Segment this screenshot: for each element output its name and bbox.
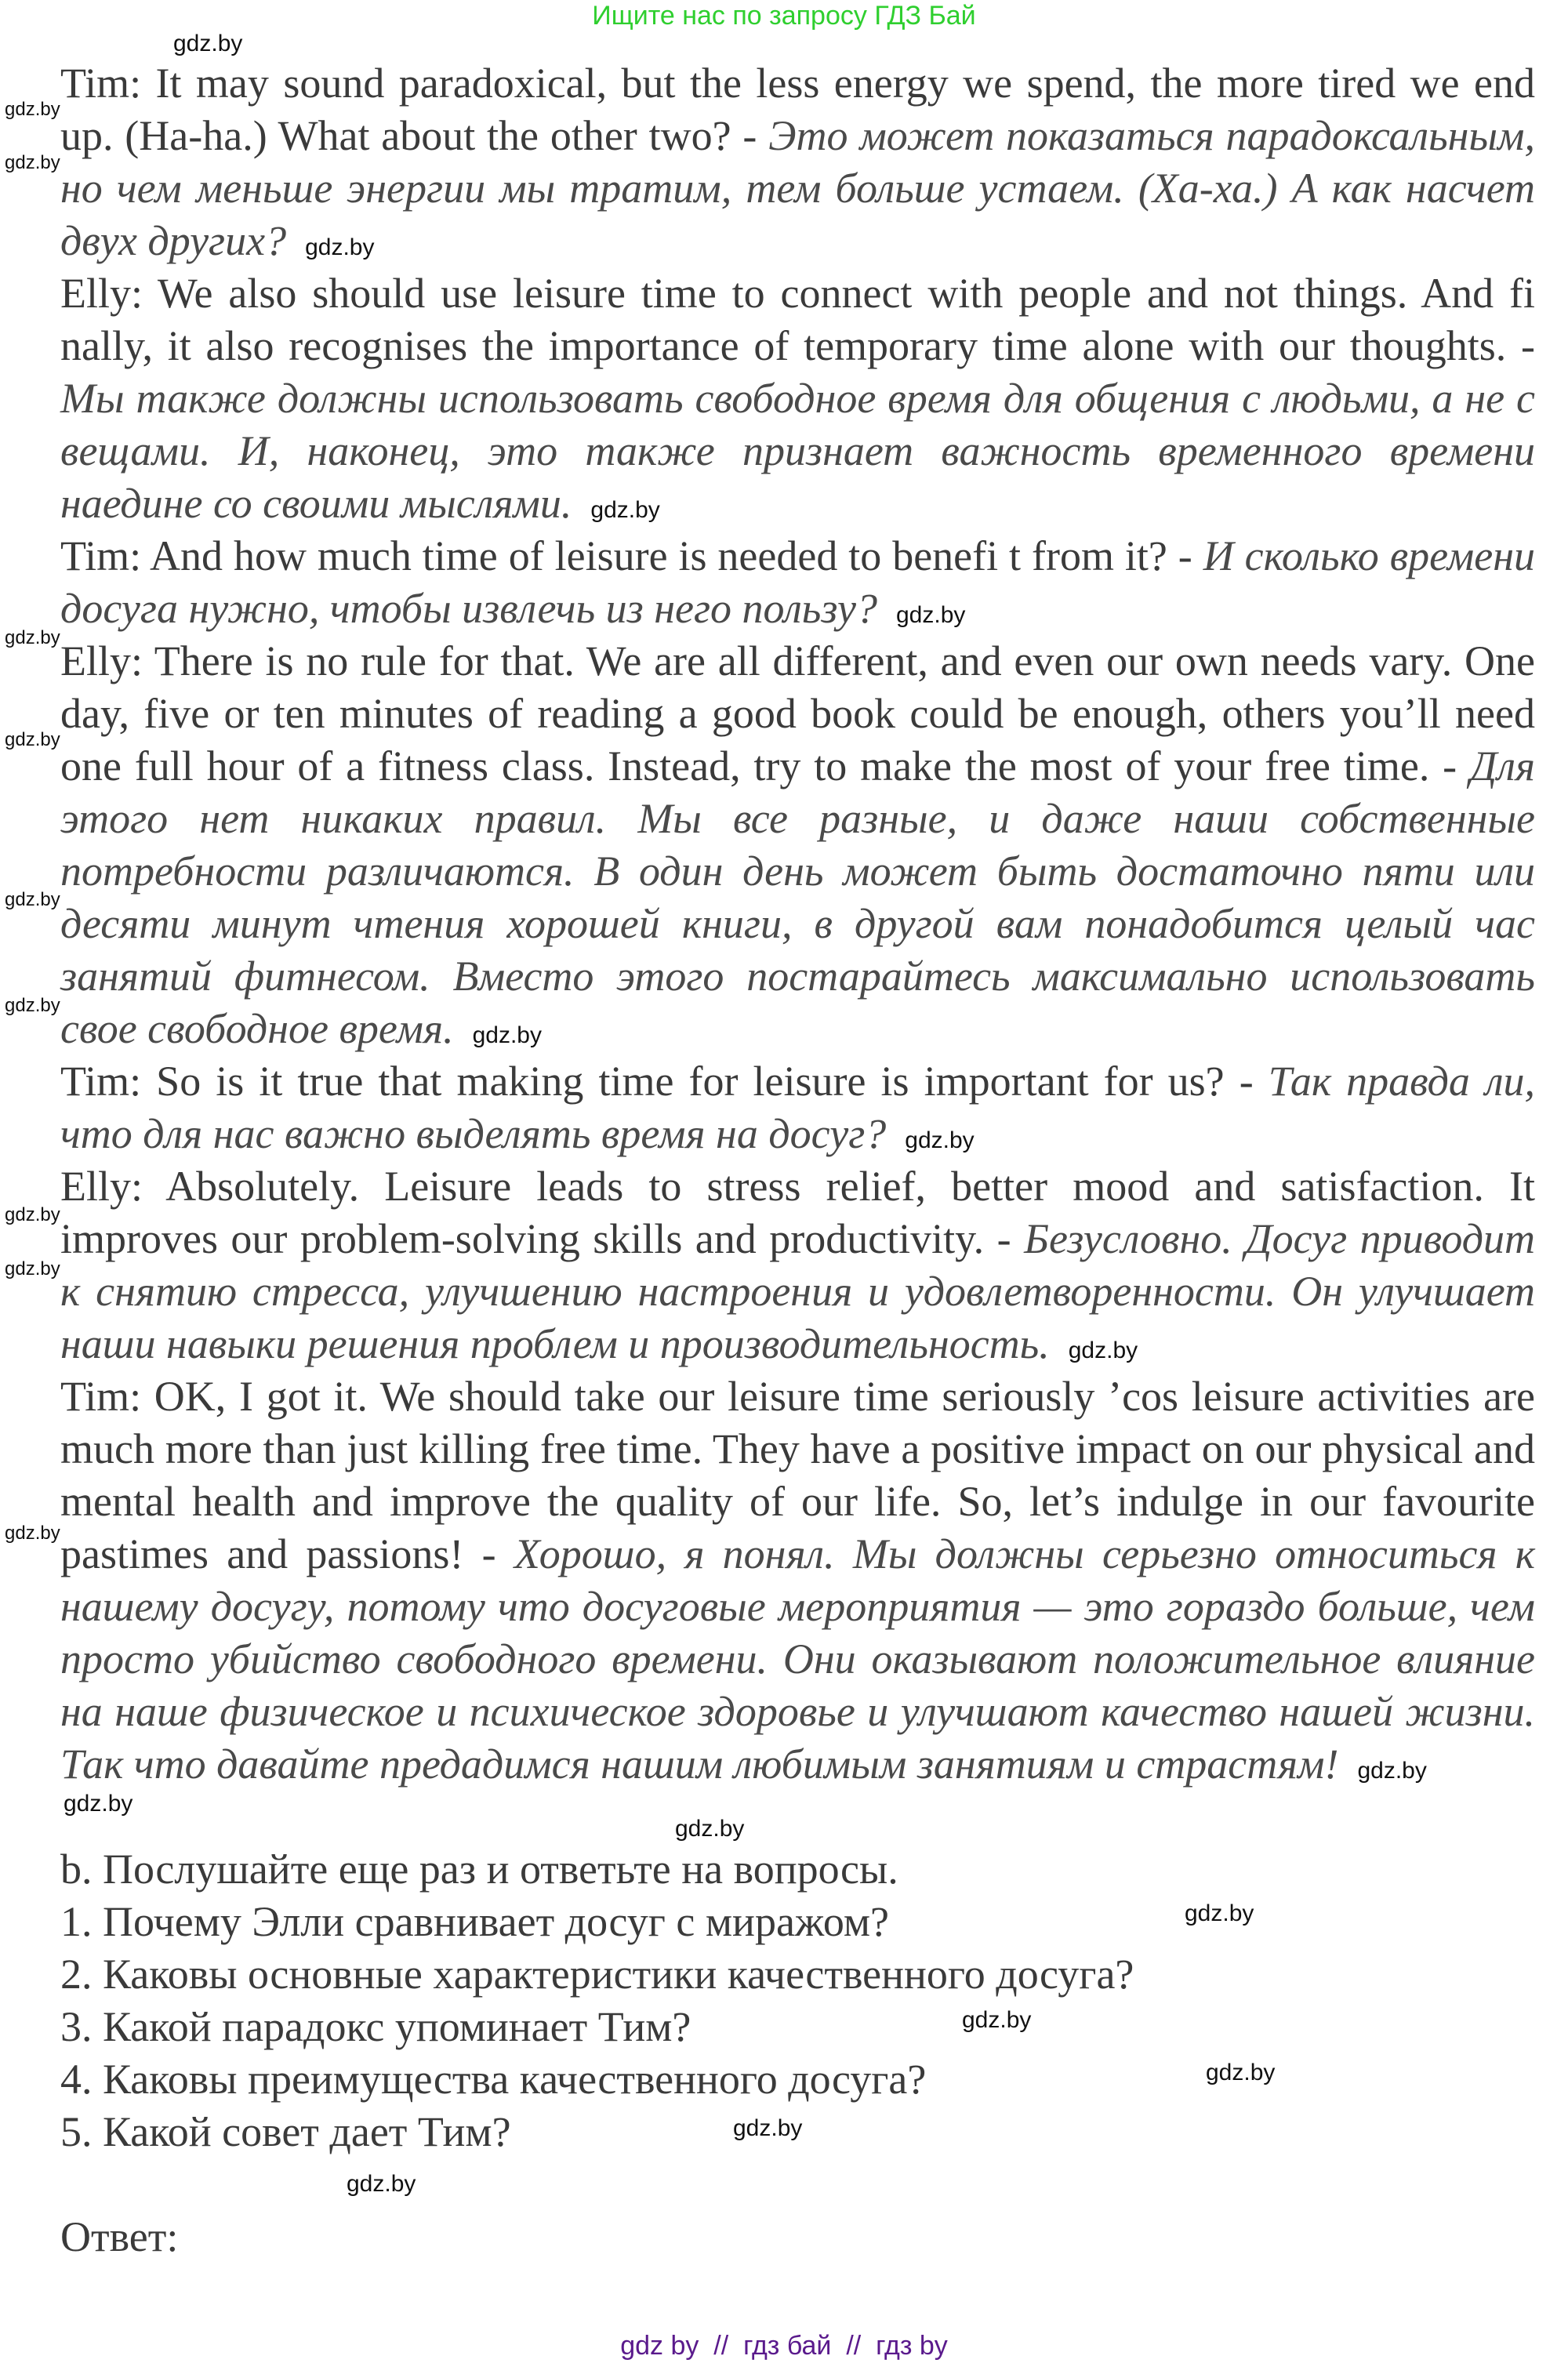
english-text: Tim: It may sound paradoxical, but the less energy we spend, the more tired we end up. (Ha-ha.) What about the other two? -: [60, 60, 1535, 159]
document-body: [60, 57, 1535, 2263]
watermark: gdz.by: [5, 995, 60, 1016]
dialogue: [60, 57, 1535, 1791]
watermark: gdz.by: [5, 627, 60, 648]
footer-links: gdz by // гдз бай // гдз by: [620, 2331, 948, 2361]
watermark: gdz.by: [675, 1816, 745, 1842]
question-text: 4. Каковы преимущества качественного досуга?: [60, 2056, 927, 2103]
russian-translation: Мы также должны использовать свободное время для общения с людьми, а не с вещами. И, наконец, это также признает важность временного времени наедине со своими мыслями.: [60, 375, 1535, 527]
watermark: gdz.by: [5, 1523, 60, 1544]
watermark: gdz.by: [733, 2115, 803, 2141]
russian-translation: Для этого нет никаких правил. Мы все разные, и даже наши собственные потребности различаются. В один день может быть достаточно пяти или десяти минут чтения хорошей книги, в другой вам понадобится целый час занятий фитнесом. Вместо этого постарайтесь максимально использовать свое свободное время.: [60, 742, 1536, 1052]
english-text: Elly: We also should use leisure time to connect with people and not things. And fi nally, it also recognises the importance of temporary time alone with our thoughts. -: [60, 270, 1535, 369]
dialogue-line: [60, 1160, 1535, 1370]
watermark: gdz.by: [5, 1204, 60, 1225]
dialogue-line: [60, 635, 1535, 1055]
russian-translation: Хорошо, я понял. Мы должны серьезно относиться к нашему досугу, потому что досуговые мероприятия — это гораздо больше, чем просто убийство свободного времени. Они оказывают положительное влияние на наше физическое и психическое здоровье и улучшают качество нашей жизни. Так что давайте предадимся нашим любимым занятиям и страстям!: [60, 1530, 1536, 1788]
question: [60, 1948, 1535, 2001]
russian-translation: Это может показаться парадоксальным, но чем меньше энергии мы тратим, тем больше устаем. (Ха-ха.) А как насчет двух других?: [60, 112, 1535, 264]
watermark: gdz.by: [173, 31, 243, 56]
english-text: Tim: And how much time of leisure is needed to benefi t from it? -: [60, 532, 1192, 579]
dialogue-line: [60, 530, 1535, 635]
dialogue-line: [60, 1370, 1535, 1791]
question: [60, 2053, 1535, 2106]
dialogue-line: [60, 267, 1535, 530]
question-text: 1. Почему Элли сравнивает досуг с миражом?: [60, 1898, 889, 1945]
watermark: gdz.by: [5, 99, 60, 120]
question-text: 5. Какой совет дает Тим?: [60, 2108, 511, 2155]
watermark: gdz.by: [347, 2171, 416, 2197]
question: [60, 2001, 1535, 2053]
watermark: gdz.by: [5, 889, 60, 910]
task-title: [60, 1843, 1535, 1896]
watermark: gdz.by: [590, 497, 660, 523]
watermark: gdz.by: [5, 1258, 60, 1280]
task-title-text: b. Послушайте еще раз и ответьте на вопросы.: [60, 1846, 898, 1893]
question-text: 3. Какой парадокс упоминает Тим?: [60, 2003, 691, 2050]
watermark: gdz.by: [64, 1791, 133, 1817]
watermark: gdz.by: [5, 152, 60, 173]
english-text: Elly: There is no rule for that. We are all different, and even our own needs vary. One day, five or ten minutes of reading a good book could be enough, others you’ll need one full hour of a fitness class. Instead, try to make the most of your free time. -: [60, 637, 1535, 789]
question: [60, 1896, 1535, 1948]
russian-translation: Так правда ли, что для нас важно выделять время на досуг?: [60, 1058, 1536, 1157]
answer-label: Ответ:: [60, 2213, 179, 2260]
watermark: gdz.by: [1357, 1758, 1427, 1784]
watermark: gdz.by: [305, 234, 375, 260]
watermark: gdz.by: [472, 1022, 542, 1048]
english-text: Tim: So is it true that making time for leisure is important for us? -: [60, 1058, 1254, 1105]
spacer: [60, 2158, 1535, 2211]
spacer: [60, 1791, 1535, 1843]
watermark: gdz.by: [905, 1127, 975, 1153]
watermark: gdz.by: [1185, 1900, 1254, 1926]
watermark: gdz.by: [962, 2007, 1032, 2033]
task-b: [60, 1843, 1535, 2158]
dialogue-line: [60, 1055, 1535, 1160]
russian-translation: И сколько времени досуга нужно, чтобы извлечь из него пользу?: [60, 532, 1536, 632]
watermark: gdz.by: [895, 602, 966, 628]
question: [60, 2106, 1535, 2158]
question-text: 2. Каковы основные характеристики качественного досуга?: [60, 1951, 1134, 1998]
watermark: gdz.by: [1068, 1338, 1138, 1363]
english-text: Tim: OK, I got it. We should take our leisure time seriously ’cos leisure activities are much more than just killing free time. They have a positive impact on our physical and mental health and improve the quality of our life. So, let’s indulge in our favourite pastimes and passions! -: [60, 1373, 1535, 1577]
english-text: Elly: Absolutely. Leisure leads to stress relief, better mood and satisfaction. It improves our problem-solving skills and productivity. -: [60, 1163, 1535, 1262]
dialogue-line: [60, 57, 1535, 267]
site-search-banner: Ищите нас по запросу ГДЗ Бай: [592, 1, 976, 31]
watermark: gdz.by: [1206, 2060, 1276, 2085]
russian-translation: Безусловно. Досуг приводит к снятию стресса, улучшению настроения и удовлетворенности. Он улучшает наши навыки решения проблем и производительность.: [60, 1215, 1536, 1367]
watermark: gdz.by: [5, 729, 60, 750]
